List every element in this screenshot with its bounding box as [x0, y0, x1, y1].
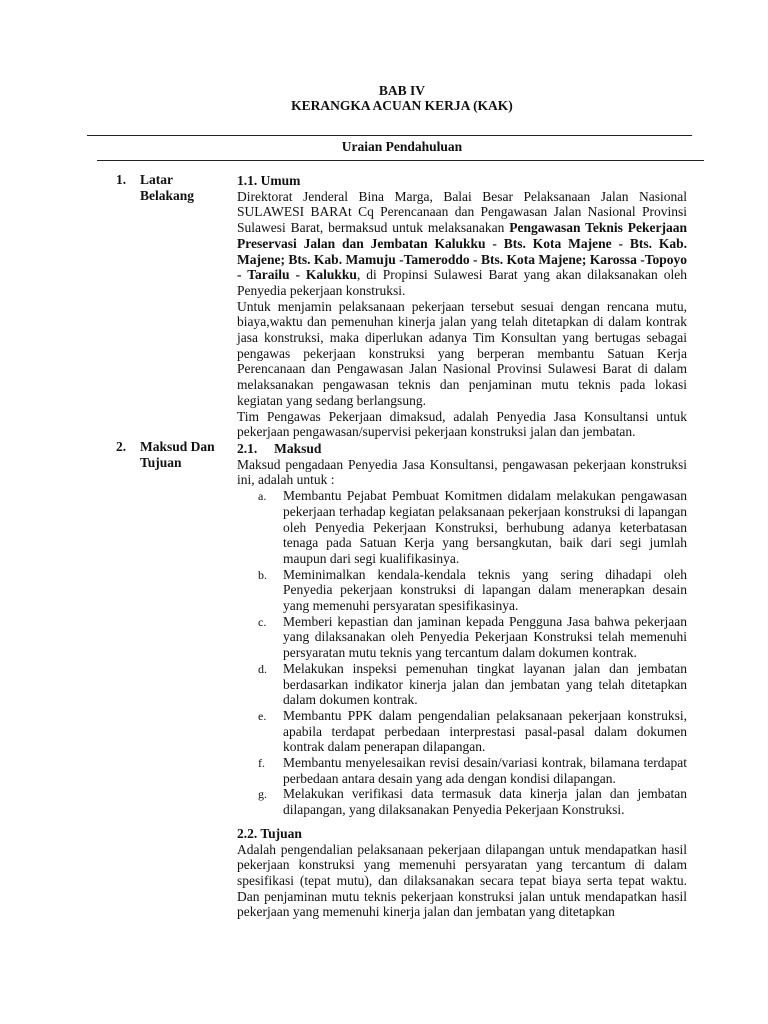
paragraph-umum-3: Tim Pengawas Pekerjaan dimaksud, adalah Penyedia Jasa Konsultansi untuk pekerjaan pengawasan/supervisi pekerjaan konstruksi jalan dan jembatan. — [237, 408, 687, 440]
list-item: e. Membantu PPK dalam pengendalian pelaksanaan pekerjaan konstruksi, apabila terdapat perbedaan interprestasi pasal-pasal dalam dokumen kontrak dalam penerapan dilapangan. — [258, 707, 687, 755]
list-item: c. Memberi kepastian dan jaminan kepada Pengguna Jasa bahwa pekerjaan yang dilaksanakan oleh Penyedia Pekerjaan Konstruksi telah memenuhi persyaratan mutu teknis yang tercantum dalam dokumen kontrak. — [258, 613, 687, 661]
subheading-umum: 1.1. Umum — [237, 173, 301, 188]
list-item: b. Meminimalkan kendala-kendala teknis yang sering dihadapi oleh Penyedia pekerjaan konstruksi di lapangan dalam menerapkan desain yang memenuhi persyaratan spesifikasinya. — [258, 566, 687, 614]
maksud-list — [237, 488, 687, 818]
subheading-tujuan: 2.2. Tujuan — [237, 825, 302, 841]
list-item: d. Melakukan inspeksi pemenuhan tingkat layanan jalan dan jembatan berdasarkan indikator kinerja jalan dan jembatan yang telah ditetapkan dalam dokumen kontrak. — [258, 660, 687, 708]
section-2-label: Maksud Dan Tujuan — [140, 439, 215, 470]
list-item: a. Membantu Pejabat Pembuat Komitmen didalam melakukan pengawasan pekerjaan terhadap kegiatan pelaksanaan pekerjaan konstruksi di lapangan oleh Penyedia Pekerjaan Konstruksi, berhubung adanya keterbatasan tenaga pada Satuan Kerja yang bersangkutan, baik dari segi jumlah maupun dari segi kualifikasinya. — [258, 488, 687, 566]
subheading-maksud: 2.1. Maksud — [237, 441, 322, 456]
document-title: KERANGKA ACUAN KERJA (KAK) — [291, 98, 513, 113]
section-1-label: Latar Belakang — [140, 172, 195, 203]
section-1-content — [237, 173, 687, 440]
list-item: g. Melakukan verifikasi data termasuk data kinerja jalan dan jembatan dilapangan, yang dilaksanakan Penyedia Pekerjaan Konstruksi. — [258, 786, 687, 818]
paragraph-umum-1: Direktorat Jenderal Bina Marga, Balai Besar Pelaksanaan Jalan Nasional SULAWESI BARAt Cq Perencanaan dan Pengawasan Jalan Nasional Provinsi Sulawesi Barat, bermaksud untuk melaksanakan Pengawasan Teknis Pekerjaan Preservasi Jalan dan Jembatan Kalukku - Bts. Kota Majene - Bts. Kab. Majene; Bts. Kab. Mamuju -Tameroddo - Bts. Kota Majene; Karossa -Topoyo - Tarailu - Kalukku, di Propinsi Sulawesi Barat yang akan dilaksanakan oleh Penyedia pekerjaan konstruksi. — [237, 188, 687, 298]
chapter-heading: BAB IV — [378, 83, 426, 98]
paragraph-maksud-intro: Maksud pengadaan Penyedia Jasa Konsultansi, pengawasan pekerjaan konstruksi ini, adalah untuk : — [237, 456, 687, 488]
paragraph-umum-2: Untuk menjamin pelaksanaan pekerjaan tersebut sesuai dengan rencana mutu, biaya,waktu dan pemenuhan kinerja jalan yang telah ditetapkan di dalam kontrak jasa konstruksi, maka diperlukan adanya Tim Konsultan yang bertugas sebagai pengawas pekerjaan konstruksi yang berperan membantu Satuan Kerja Perencanaan dan Pengawasan Jalan Nasional Provinsi Sulawesi Barat di dalam melaksanakan pengawasan teknis dan penjaminan mutu teknis pada lokasi kegiatan yang sedang berlangsung. — [237, 298, 687, 408]
section-2-content — [237, 441, 687, 920]
section-2-number: 2. — [116, 439, 127, 454]
section-title: Uraian Pendahuluan — [341, 139, 463, 154]
list-item: f. Membantu menyelesaikan revisi desain/variasi kontrak, bilamana terdapat perbedaan antara desain yang ada dengan kondisi dilapangan. — [258, 755, 687, 786]
top-divider — [87, 135, 692, 136]
section-divider — [97, 160, 704, 161]
section-1-number: 1. — [116, 172, 127, 187]
paragraph-tujuan: Adalah pengendalian pelaksanaan pekerjaan dilapangan untuk mendapatkan hasil pekerjaan konstruksi yang memenuhi persyaratan yang tercantum di dalam spesifikasi (tepat mutu), dan dilaksanakan secara tepat biaya serta tepat waktu. Dan penjaminan mutu teknis pekerjaan konstruksi jalan untuk mendapatkan hasil pekerjaan yang memenuhi kinerja jalan dan jembatan yang ditetapkan — [237, 841, 687, 920]
